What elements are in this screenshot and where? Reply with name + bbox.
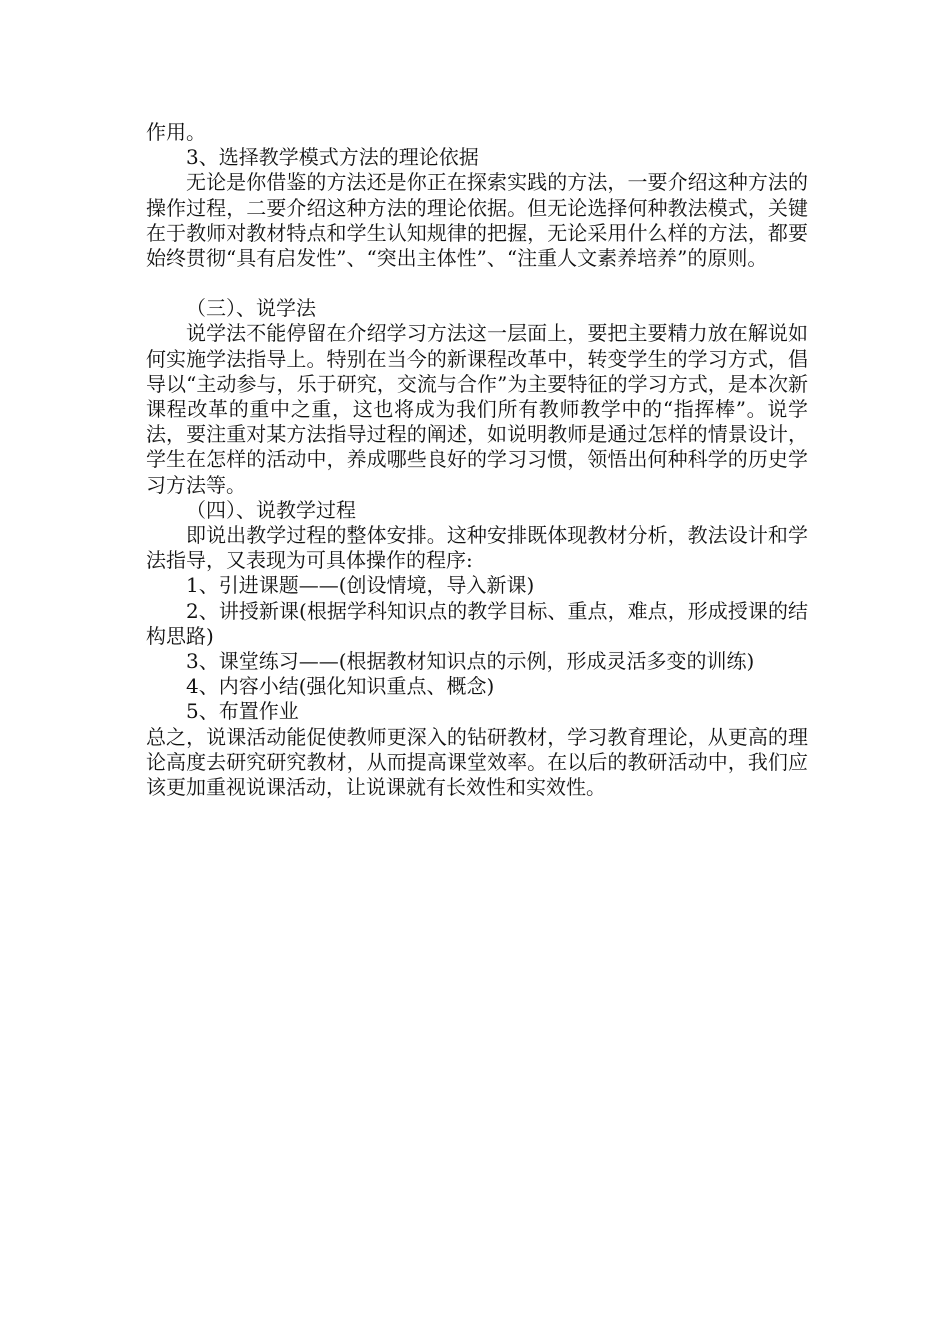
paragraph-study-method: 说学法不能停留在介绍学习方法这一层面上，要把主要精力放在解说如何实施学法指导上。特别在当今的新课程改革中，转变学生的学习方式，倡导以“主动参与，乐于研究，交流与合作”为主要特征的学习方式，是本次新课程改革的重中之重，这也将成为我们所有教师教学中的“指挥棒”。说学法，要注重对某方法指导过程的阐述，如说明教师是通过怎样的情景设计，学生在怎样的活动中，养成哪些良好的学习习惯，领悟出何种科学的历史学习方法等。 <box>146 321 808 497</box>
list-item-step-1: 1、引进课题——(创设情境，导入新课) <box>186 573 535 598</box>
paragraph-teaching-process: 即说出教学过程的整体安排。这种安排既体现教材分析，教法设计和学法指导，又表现为可具体操作的程序: <box>146 523 808 573</box>
paragraph-continuation: 作用。 <box>146 120 206 144</box>
list-item-step-3: 3、课堂练习——(根据教材知识点的示例，形成灵活多变的训练) <box>186 649 755 674</box>
list-item-step-4: 4、内容小结(强化知识重点、概念) <box>186 674 495 699</box>
paragraph-method-explanation: 无论是你借鉴的方法还是你正在探索实践的方法，一要介绍这种方法的操作过程，二要介绍这种方法的理论依据。但无论选择何种教法模式，关键在于教师对教材特点和学生认知规律的把握，无论采用什么样的方法，都要始终贯彻“具有启发性”、“突出主体性”、“注重人文素养培养”的原则。 <box>146 170 808 271</box>
paragraph-conclusion: 总之，说课活动能促使教师更深入的钻研教材，学习教育理论，从更高的理论高度去研究研究教材，从而提高课堂效率。在以后的教研活动中，我们应该更加重视说课活动，让说课就有长效性和实效性。 <box>146 724 808 800</box>
document-body <box>146 120 808 800</box>
list-item-step-2: 2、讲授新课(根据学科知识点的教学目标、重点，难点，形成授课的结构思路) <box>146 598 808 648</box>
section-heading-study-method: （三）、说学法 <box>186 296 316 321</box>
section-heading-teaching-process: （四）、说教学过程 <box>186 497 356 522</box>
subheading-theory-basis: 3、选择教学模式方法的理论依据 <box>186 145 479 170</box>
list-item-step-5: 5、布置作业 <box>186 699 299 724</box>
paragraph-spacer <box>146 271 808 296</box>
